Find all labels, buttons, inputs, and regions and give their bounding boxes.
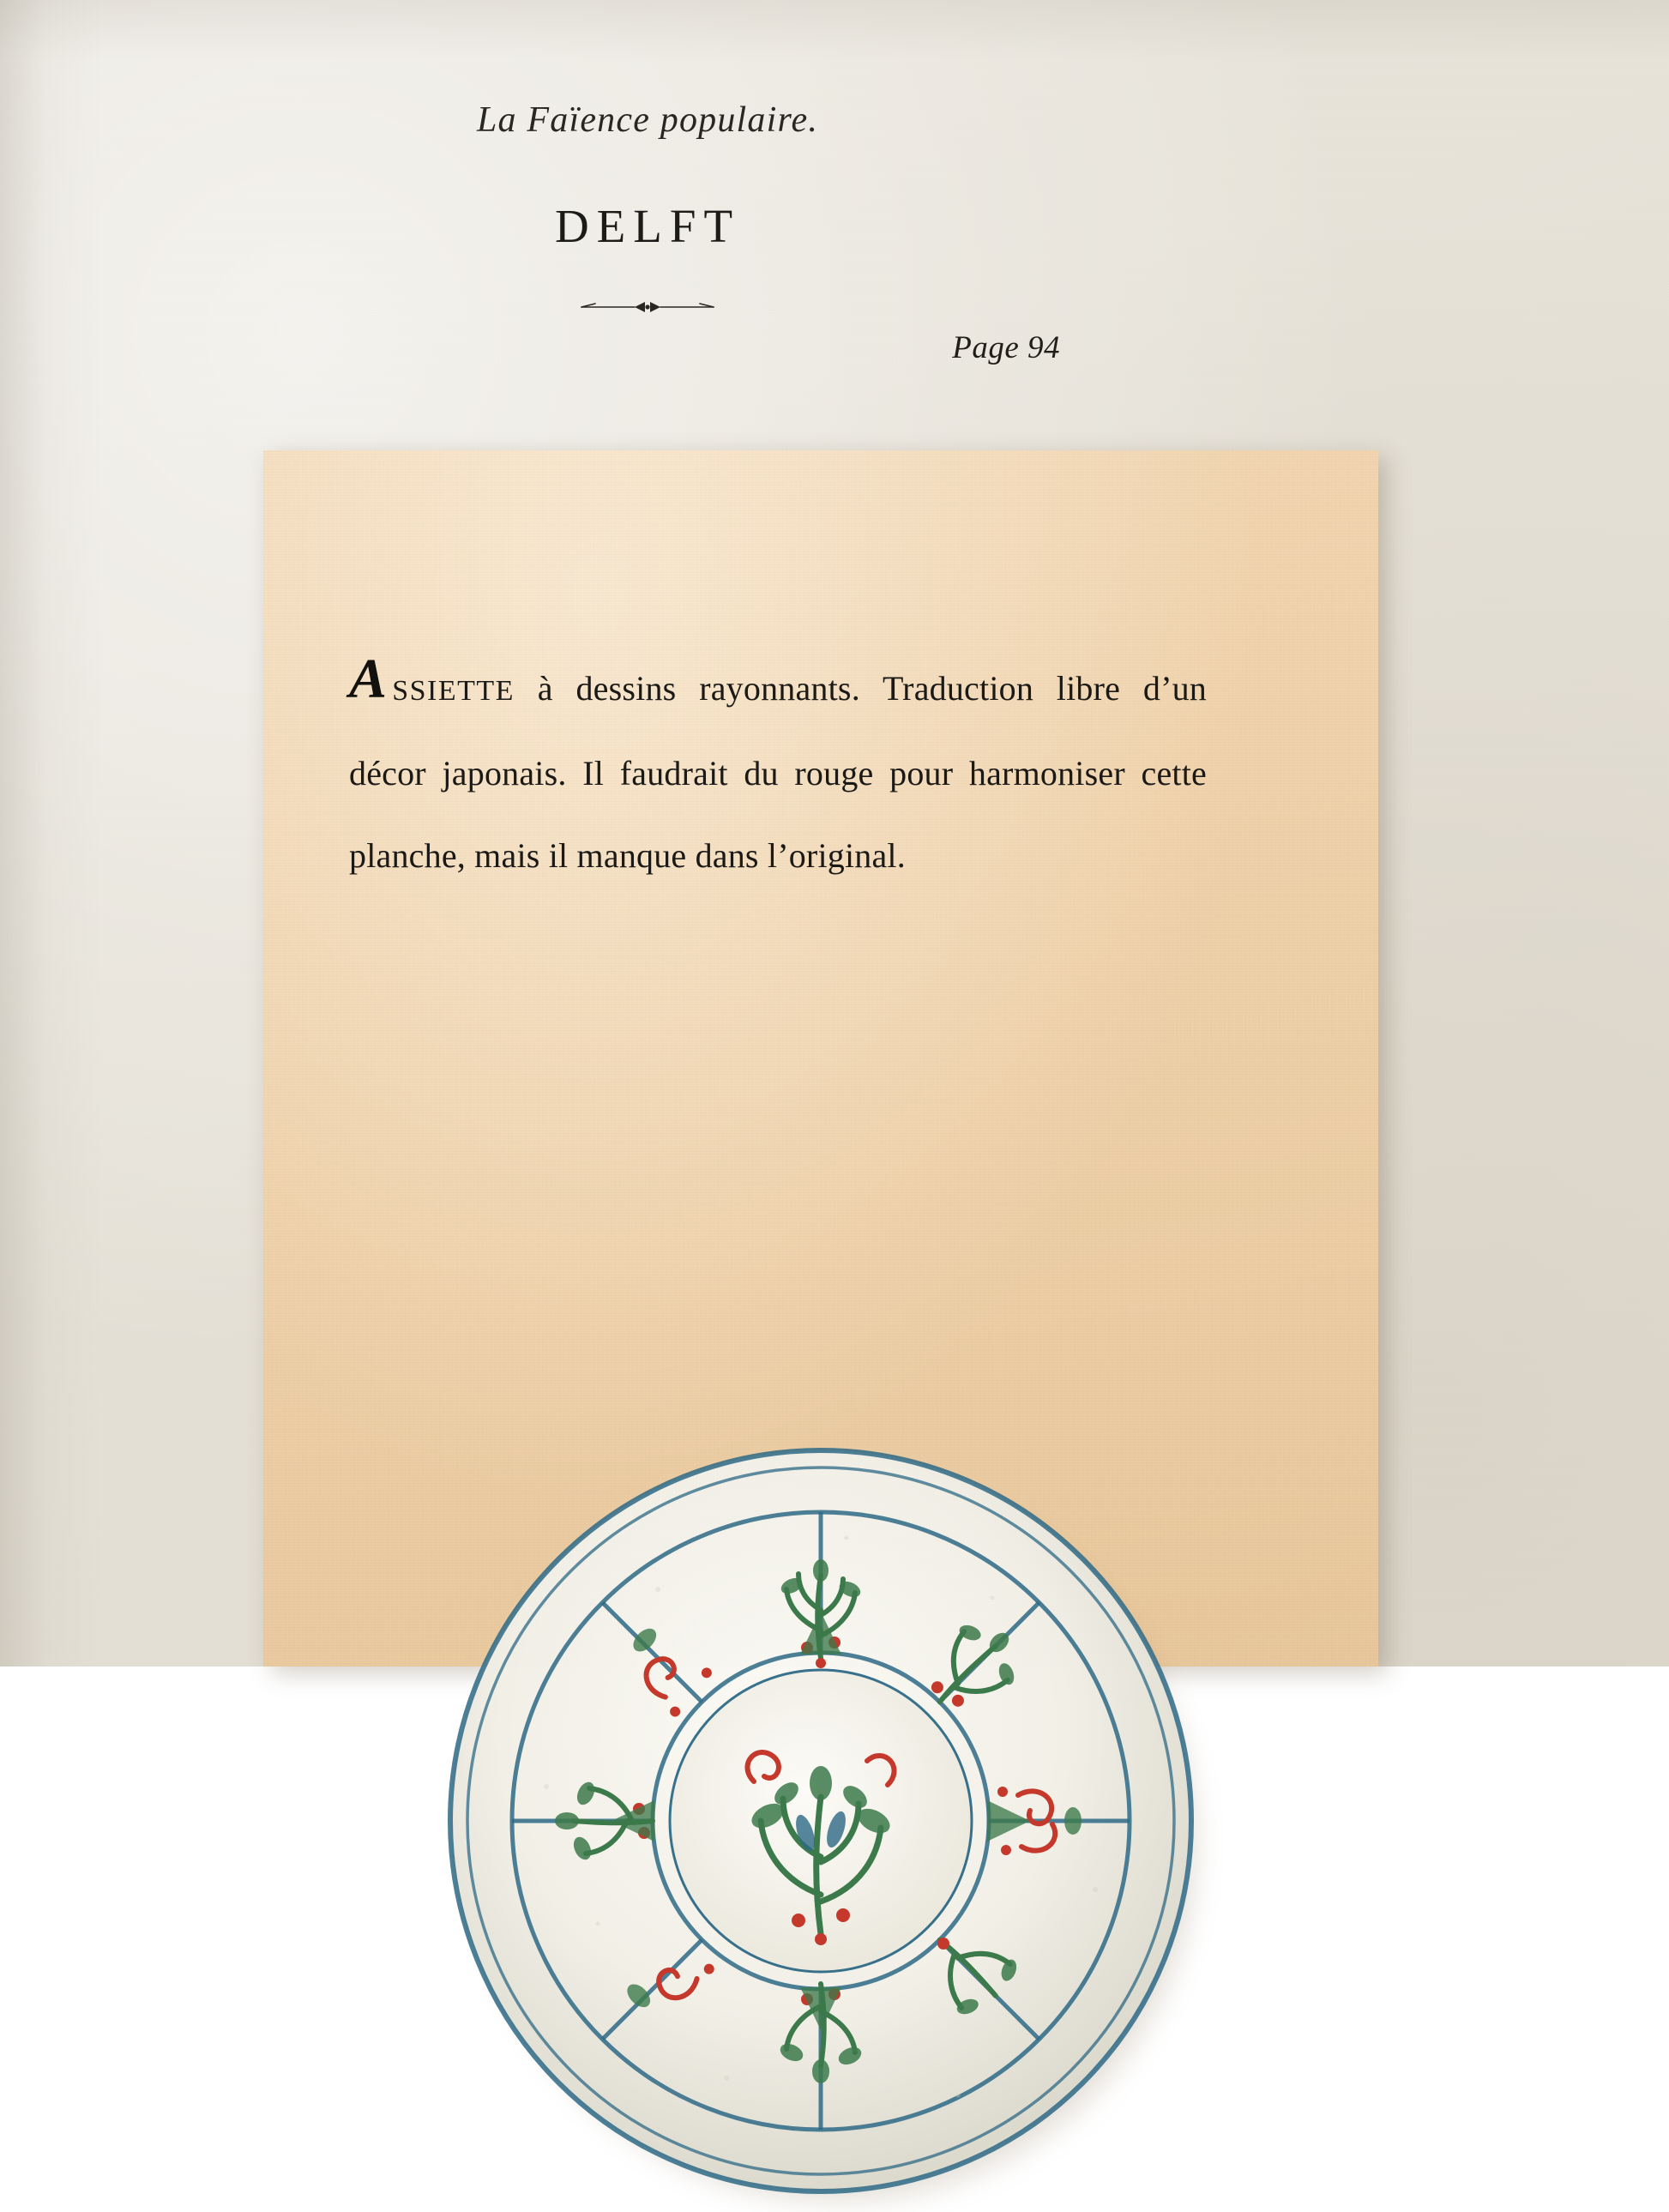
page-top-shading <box>0 0 1669 60</box>
caption-body: à dessins rayonnants. Traduction libre d’un décor japonais. Il faudrait du rouge pour harmoniser cette planche, mais il manque dans l’original. <box>349 669 1207 875</box>
caption-smallcaps: SSIETTE <box>392 675 515 707</box>
caption-dropcap: A <box>349 648 388 710</box>
page-reference: Page 94 <box>952 330 1060 365</box>
plate-drawing <box>443 1444 1198 2198</box>
tipped-in-plate-sheet <box>263 450 1378 1667</box>
delft-plate-illustration <box>443 1444 1198 2198</box>
plate-caption <box>349 648 1207 897</box>
page-title: DELFT <box>554 200 741 252</box>
printers-ornament-rule <box>0 296 1295 318</box>
running-head: La Faïence populaire. <box>476 100 819 140</box>
